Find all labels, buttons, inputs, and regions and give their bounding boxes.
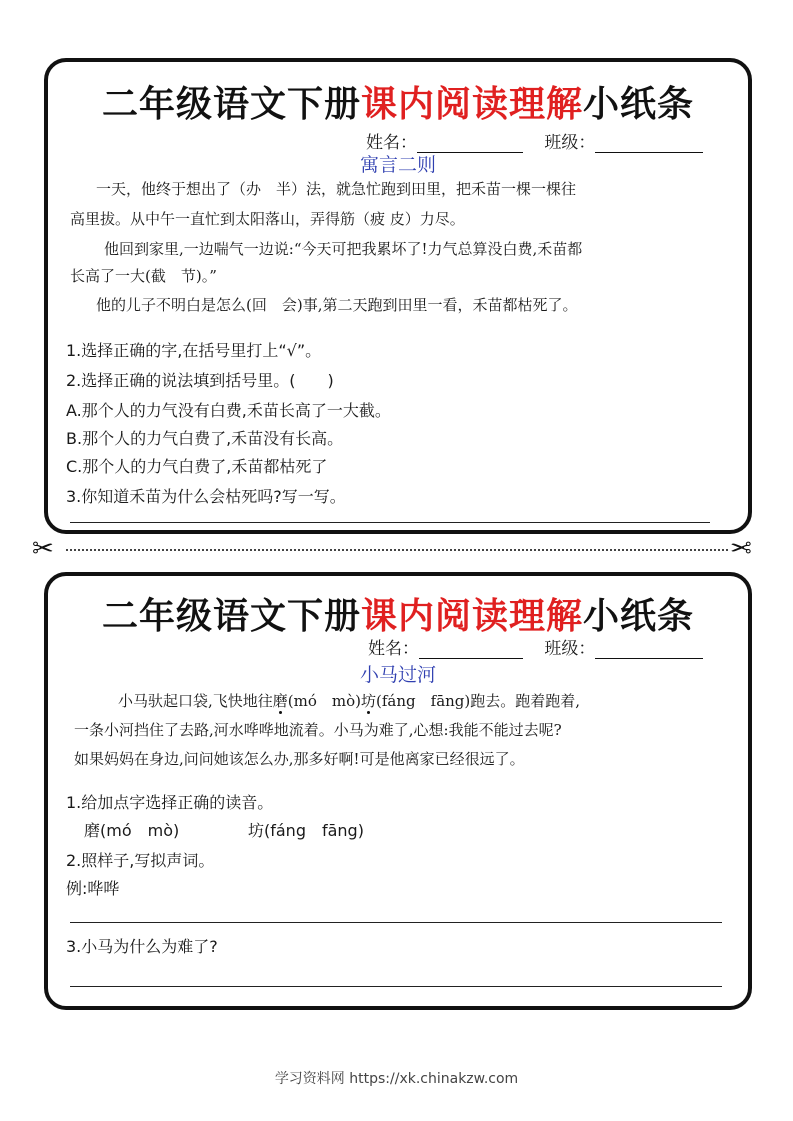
name-label: 姓名： (368, 639, 419, 659)
title-grade: 二年级语文下册 (101, 84, 361, 125)
answer-line[interactable] (70, 922, 722, 923)
reading-card-1 (44, 58, 752, 534)
answer-line[interactable] (70, 522, 710, 523)
text-run: (fáng fāng)跑去。跑着跑着, (376, 692, 581, 710)
option-b: B.那个人的力气白费了,禾苗没有长高。 (66, 429, 344, 448)
title-suffix: 小纸条 (583, 596, 695, 637)
passage-line: 一天，他终于想出了（办 半）法，就急忙跑到田里，把禾苗一棵一棵往 (96, 180, 577, 198)
dotted-char: 坊 (361, 692, 377, 710)
question-3: 3.小马为什么为难了? (66, 937, 218, 956)
pinyin-option-mo: 磨(mó mò) (84, 821, 180, 840)
passage-line: 一条小河挡住了去路,河水哗哗地流着。小马为难了,心想:我能不能过去呢? (74, 721, 562, 739)
pinyin-option-fang: 坊(fáng fāng) (248, 821, 364, 840)
passage-line: 他回到家里,一边喘气一边说:“今天可把我累坏了!力气总算没白费,禾苗都 (104, 240, 583, 258)
title-suffix: 小纸条 (583, 84, 695, 125)
title-highlight: 课内阅读理解 (360, 596, 583, 637)
example-text: 例:哗哗 (66, 879, 120, 898)
name-class-row (368, 634, 703, 659)
question-3: 3.你知道禾苗为什么会枯死吗?写一写。 (66, 487, 346, 506)
class-field[interactable] (595, 641, 703, 659)
question-2: 2.照样子,写拟声词。 (66, 851, 215, 870)
class-label: 班级： (544, 133, 596, 153)
passage-title: 小马过河 (359, 664, 436, 686)
cut-line (66, 549, 728, 551)
title-highlight: 课内阅读理解 (360, 84, 583, 125)
option-c: C.那个人的力气白费了,禾苗都枯死了 (66, 457, 328, 476)
answer-line[interactable] (70, 986, 722, 987)
card-title (48, 588, 748, 639)
text-run: (mó mò) (287, 692, 362, 710)
footer-source: 学习资料网 https://xk.chinakzw.com (274, 1071, 519, 1087)
question-1: 1.给加点字选择正确的读音。 (66, 793, 274, 812)
text-run: 小马驮起口袋,飞快地往 (118, 692, 273, 710)
passage-line: 长高了一大(截 节)。” (70, 267, 217, 285)
reading-card-2 (44, 572, 752, 1010)
dotted-char: 磨 (272, 692, 288, 710)
scissors-icon: ✂ (32, 534, 54, 564)
class-label: 班级： (544, 639, 596, 659)
passage-line: 高里拔。从中午一直忙到太阳落山，弄得筋（疲 皮）力尽。 (70, 210, 465, 228)
card-title (48, 76, 748, 127)
passage-line (118, 688, 580, 714)
scissors-icon: ✂ (730, 534, 752, 564)
passage-title: 寓言二则 (359, 154, 436, 176)
title-grade: 二年级语文下册 (101, 596, 361, 637)
question-1: 1.选择正确的字,在括号里打上“√”。 (66, 341, 322, 360)
passage-line: 他的儿子不明白是怎么(回 会)事,第二天跑到田里一看，禾苗都枯死了。 (96, 296, 578, 314)
question-2: 2.选择正确的说法填到括号里。( ) (66, 371, 334, 390)
option-a: A.那个人的力气没有白费,禾苗长高了一大截。 (66, 401, 391, 420)
passage-line: 如果妈妈在身边,问问她该怎么办,那多好啊!可是他离家已经很远了。 (74, 750, 525, 768)
name-field[interactable] (419, 641, 523, 659)
name-label: 姓名： (366, 133, 417, 153)
